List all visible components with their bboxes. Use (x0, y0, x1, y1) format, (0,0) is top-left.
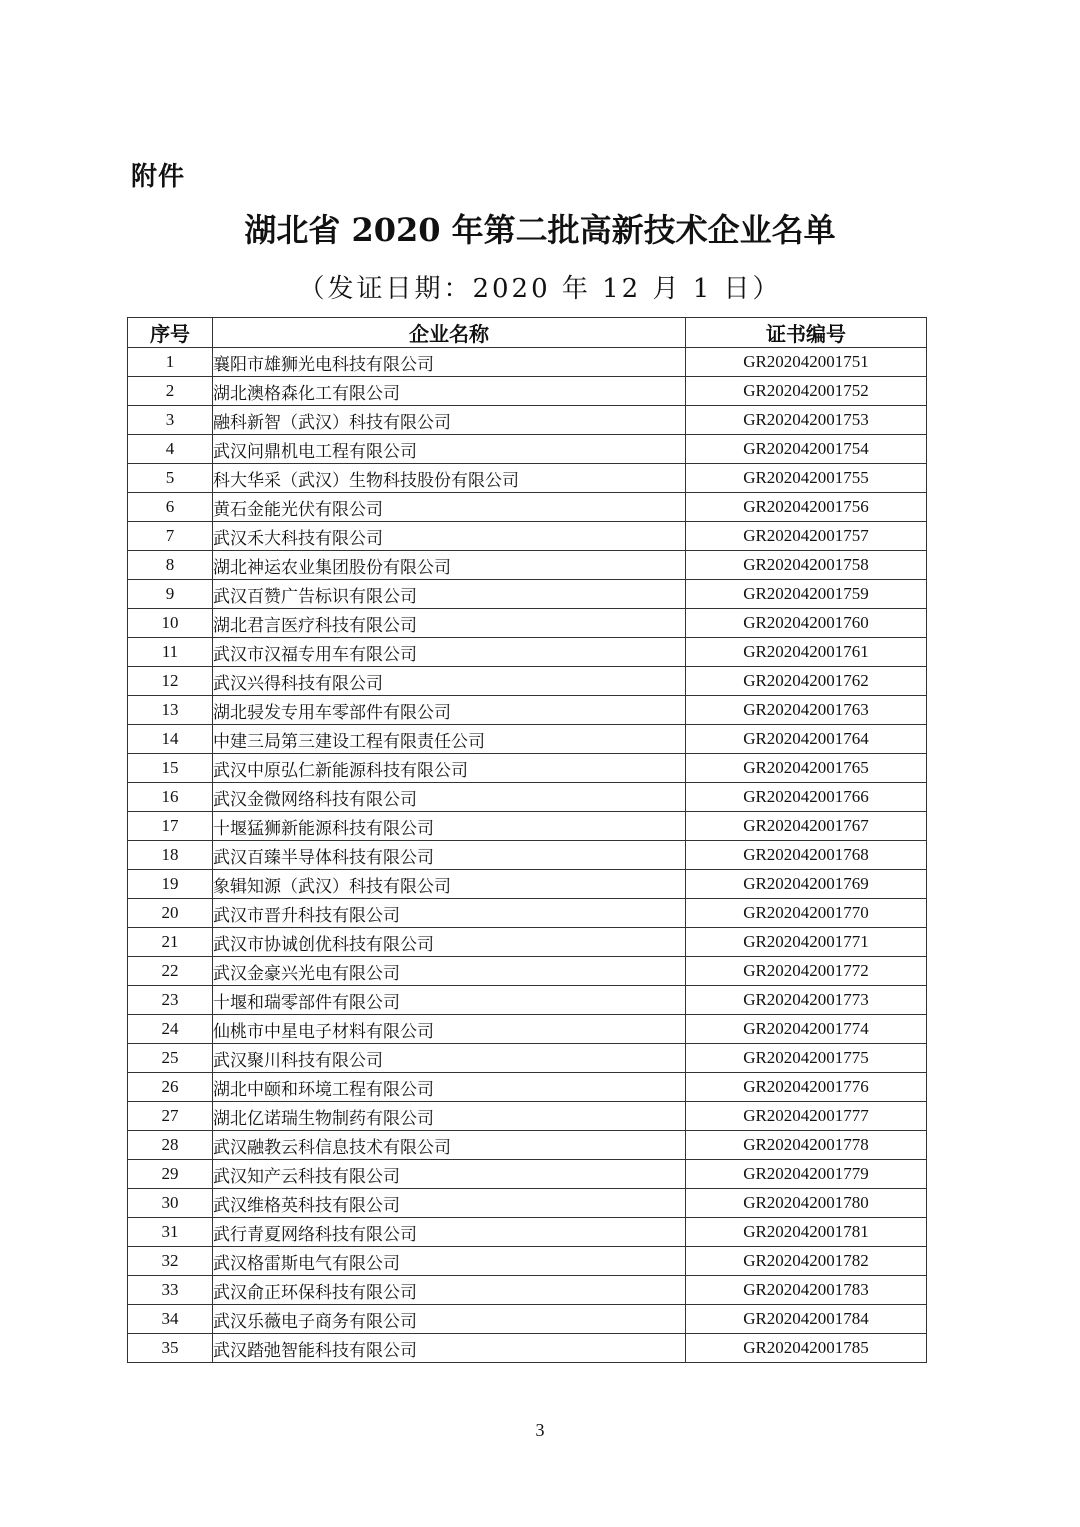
certificate-number: GR202042001778 (686, 1131, 927, 1160)
table-row (128, 1218, 927, 1247)
certificate-number: GR202042001785 (686, 1334, 927, 1363)
company-name: 十堰和瑞零部件有限公司 (213, 986, 686, 1015)
certificate-number: GR202042001776 (686, 1073, 927, 1102)
company-name: 湖北澳格森化工有限公司 (213, 377, 686, 406)
company-name: 湖北亿诺瑞生物制药有限公司 (213, 1102, 686, 1131)
certificate-number: GR202042001774 (686, 1015, 927, 1044)
row-number: 21 (128, 928, 213, 957)
table-row (128, 1102, 927, 1131)
certificate-number: GR202042001767 (686, 812, 927, 841)
certificate-number: GR202042001756 (686, 493, 927, 522)
certificate-number: GR202042001764 (686, 725, 927, 754)
table-row (128, 812, 927, 841)
row-number: 5 (128, 464, 213, 493)
company-name: 湖北骎发专用车零部件有限公司 (213, 696, 686, 725)
table-row (128, 1160, 927, 1189)
row-number: 14 (128, 725, 213, 754)
row-number: 23 (128, 986, 213, 1015)
certificate-number: GR202042001759 (686, 580, 927, 609)
table-row (128, 609, 927, 638)
table-row (128, 522, 927, 551)
document-title: 湖北省 2020 年第二批高新技术企业名单 (244, 211, 836, 249)
row-number: 9 (128, 580, 213, 609)
company-name: 湖北神运农业集团股份有限公司 (213, 551, 686, 580)
certificate-number: GR202042001769 (686, 870, 927, 899)
company-name: 武汉问鼎机电工程有限公司 (213, 435, 686, 464)
row-number: 19 (128, 870, 213, 899)
table-row (128, 1131, 927, 1160)
row-number: 28 (128, 1131, 213, 1160)
company-name: 黄石金能光伏有限公司 (213, 493, 686, 522)
row-number: 22 (128, 957, 213, 986)
table-row (128, 754, 927, 783)
column-header-number: 序号 (128, 318, 213, 348)
row-number: 20 (128, 899, 213, 928)
certificate-number: GR202042001779 (686, 1160, 927, 1189)
row-number: 4 (128, 435, 213, 464)
company-name: 武行青夏网络科技有限公司 (213, 1218, 686, 1247)
row-number: 26 (128, 1073, 213, 1102)
certificate-number: GR202042001765 (686, 754, 927, 783)
row-number: 16 (128, 783, 213, 812)
row-number: 18 (128, 841, 213, 870)
row-number: 2 (128, 377, 213, 406)
company-name: 武汉市协诚创优科技有限公司 (213, 928, 686, 957)
company-name: 武汉兴得科技有限公司 (213, 667, 686, 696)
row-number: 13 (128, 696, 213, 725)
table-row (128, 638, 927, 667)
certificate-number: GR202042001755 (686, 464, 927, 493)
table-row (128, 464, 927, 493)
table-row (128, 1015, 927, 1044)
row-number: 35 (128, 1334, 213, 1363)
table-row (128, 493, 927, 522)
company-name: 科大华采（武汉）生物科技股份有限公司 (213, 464, 686, 493)
row-number: 25 (128, 1044, 213, 1073)
row-number: 7 (128, 522, 213, 551)
column-header-certificate-number: 证书编号 (686, 318, 927, 348)
row-number: 24 (128, 1015, 213, 1044)
certificate-number: GR202042001758 (686, 551, 927, 580)
table-row (128, 957, 927, 986)
table-row (128, 986, 927, 1015)
company-name: 武汉俞正环保科技有限公司 (213, 1276, 686, 1305)
company-list-table (127, 317, 927, 1363)
table-body (128, 348, 927, 1363)
table-row (128, 580, 927, 609)
company-name: 武汉踏弛智能科技有限公司 (213, 1334, 686, 1363)
row-number: 8 (128, 551, 213, 580)
table-row (128, 841, 927, 870)
company-name: 武汉聚川科技有限公司 (213, 1044, 686, 1073)
certificate-number: GR202042001757 (686, 522, 927, 551)
table-row (128, 1334, 927, 1363)
row-number: 10 (128, 609, 213, 638)
table-row (128, 377, 927, 406)
row-number: 31 (128, 1218, 213, 1247)
certificate-number: GR202042001763 (686, 696, 927, 725)
row-number: 12 (128, 667, 213, 696)
table-row (128, 1305, 927, 1334)
company-name: 武汉乐薇电子商务有限公司 (213, 1305, 686, 1334)
table-row (128, 406, 927, 435)
row-number: 32 (128, 1247, 213, 1276)
table-row (128, 435, 927, 464)
company-name: 武汉金微网络科技有限公司 (213, 783, 686, 812)
company-name: 武汉禾大科技有限公司 (213, 522, 686, 551)
certificate-number: GR202042001762 (686, 667, 927, 696)
table-row (128, 725, 927, 754)
company-name: 武汉维格英科技有限公司 (213, 1189, 686, 1218)
page-number: 3 (535, 1420, 545, 1440)
table-row (128, 899, 927, 928)
company-name: 武汉格雷斯电气有限公司 (213, 1247, 686, 1276)
certificate-number: GR202042001784 (686, 1305, 927, 1334)
table-row (128, 1189, 927, 1218)
company-name: 武汉市晋升科技有限公司 (213, 899, 686, 928)
certificate-number: GR202042001761 (686, 638, 927, 667)
table-row (128, 348, 927, 377)
row-number: 3 (128, 406, 213, 435)
company-name: 武汉百臻半导体科技有限公司 (213, 841, 686, 870)
company-name: 中建三局第三建设工程有限责任公司 (213, 725, 686, 754)
company-name: 十堰猛狮新能源科技有限公司 (213, 812, 686, 841)
table-row (128, 1044, 927, 1073)
table-row (128, 1073, 927, 1102)
table-row (128, 928, 927, 957)
row-number: 34 (128, 1305, 213, 1334)
company-name: 象辑知源（武汉）科技有限公司 (213, 870, 686, 899)
table-row (128, 696, 927, 725)
company-name: 武汉知产云科技有限公司 (213, 1160, 686, 1189)
attachment-label: 附件 (131, 162, 186, 192)
certificate-number: GR202042001768 (686, 841, 927, 870)
company-name: 融科新智（武汉）科技有限公司 (213, 406, 686, 435)
table-row (128, 870, 927, 899)
company-name: 湖北中颐和环境工程有限公司 (213, 1073, 686, 1102)
company-name: 武汉百赞广告标识有限公司 (213, 580, 686, 609)
certificate-number: GR202042001782 (686, 1247, 927, 1276)
certificate-number: GR202042001775 (686, 1044, 927, 1073)
row-number: 29 (128, 1160, 213, 1189)
row-number: 33 (128, 1276, 213, 1305)
column-header-company-name: 企业名称 (213, 318, 686, 348)
certificate-number: GR202042001777 (686, 1102, 927, 1131)
certificate-number: GR202042001770 (686, 899, 927, 928)
row-number: 6 (128, 493, 213, 522)
company-name: 湖北君言医疗科技有限公司 (213, 609, 686, 638)
table-row (128, 551, 927, 580)
certificate-number: GR202042001780 (686, 1189, 927, 1218)
row-number: 17 (128, 812, 213, 841)
certificate-number: GR202042001772 (686, 957, 927, 986)
certificate-number: GR202042001760 (686, 609, 927, 638)
table-row (128, 1276, 927, 1305)
issue-date-subtitle: （发证日期：2020 年 12 月 1 日） (298, 274, 782, 304)
certificate-number: GR202042001751 (686, 348, 927, 377)
company-name: 武汉中原弘仁新能源科技有限公司 (213, 754, 686, 783)
row-number: 11 (128, 638, 213, 667)
company-name: 武汉融教云科信息技术有限公司 (213, 1131, 686, 1160)
company-name: 仙桃市中星电子材料有限公司 (213, 1015, 686, 1044)
certificate-number: GR202042001766 (686, 783, 927, 812)
table-row (128, 667, 927, 696)
table-header-row (128, 318, 927, 348)
certificate-number: GR202042001754 (686, 435, 927, 464)
certificate-number: GR202042001771 (686, 928, 927, 957)
company-name: 武汉金豪兴光电有限公司 (213, 957, 686, 986)
table-row (128, 1247, 927, 1276)
certificate-number: GR202042001773 (686, 986, 927, 1015)
row-number: 30 (128, 1189, 213, 1218)
table-row (128, 783, 927, 812)
company-name: 襄阳市雄狮光电科技有限公司 (213, 348, 686, 377)
certificate-number: GR202042001752 (686, 377, 927, 406)
row-number: 27 (128, 1102, 213, 1131)
certificate-number: GR202042001753 (686, 406, 927, 435)
certificate-number: GR202042001781 (686, 1218, 927, 1247)
row-number: 15 (128, 754, 213, 783)
row-number: 1 (128, 348, 213, 377)
company-name: 武汉市汉福专用车有限公司 (213, 638, 686, 667)
certificate-number: GR202042001783 (686, 1276, 927, 1305)
